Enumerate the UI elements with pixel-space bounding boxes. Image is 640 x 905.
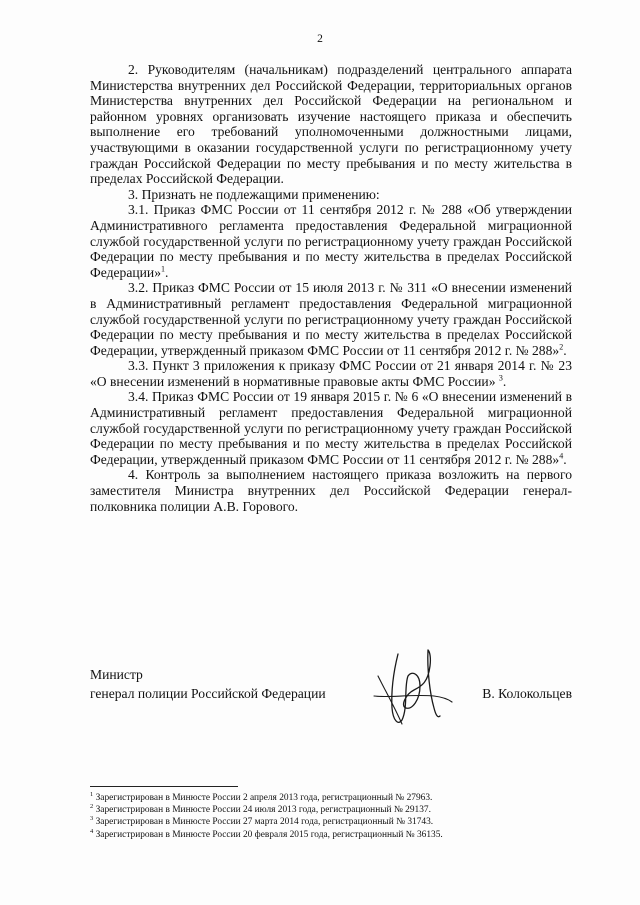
footnote-3: $^3$ Зарегистрирован в Минюсте России 27 марта 2014 года, регистрационный № 31743. [90,815,434,828]
signature-block [90,666,572,736]
footnote-2: $^2$ Зарегистрирован в Минюсте России 24 июля 2013 года, регистрационный № 29137. [90,803,431,816]
footnote-1: $^1$ Зарегистрирован в Минюсте России 2 апреля 2013 года, регистрационный № 27963. [90,790,433,803]
footnote-ref-1: 1 [161,264,165,274]
footnote-ref-3: 3 [498,373,503,383]
paragraph-4: 4. Контроль за выполнением настоящего приказа возложить на первого заместителя Министра внутренних дел Российской Федерации генерал-полковника полиции А.В. Горового. [90,467,572,514]
signatory-position: Министр [90,667,143,682]
footnote-4: $^4$ Зарегистрирован в Минюсте России 20 февраля 2015 года, регистрационный № 36135. [90,827,443,840]
footnote-divider [90,786,238,787]
footnote-ref-4: 4 [559,451,564,461]
paragraph-2: 2. Руководителям (начальникам) подразделений центрального аппарата Министерства внутренних дел Российской Федерации, территориальных органов Министерства внутренних дел Российской Федерации на региональном и районном уровнях организовать изучение настоящего приказа и обеспечить выполнение его требований уполномоченными должностными лицами, участвующими в оказании государственной услуги по регистрационному учету граждан Российской Федерации по месту пребывания и по месту жительства в пределах Российской Федерации. [90,62,572,187]
paragraph-3-4: 3.4. Приказ ФМС России от 19 января 2015 г. № 6 «О внесении изменений в Административный регламент предоставления Федеральной миграционной службой государственной услуги по регистрационному учету граждан Российской Федерации по месту пребывания и по месту жительства в пределах Российской Федерации, утвержденный приказом ФМС России от 11 сентября 2012 г. № 288»$^4$. [90,389,572,467]
document-body [90,62,572,514]
footnote-ref-2: 2 [559,342,564,352]
page-number: 2 [317,33,323,45]
signatory-name: В. Колокольцев [482,686,572,701]
handwritten-signature [364,646,456,734]
signatory-rank: генерал полиции Российской Федерации [90,686,326,701]
paragraph-3-3: 3.3. Пункт 3 приложения к приказу ФМС России от 21 января 2014 г. № 23 «О внесении изменений в нормативные правовые акты ФМС России» $^3$. [90,358,572,389]
paragraph-3: 3. Признать не подлежащими применению: [128,186,380,202]
footnotes [90,792,560,841]
paragraph-3-1: 3.1. Приказ ФМС России от 11 сентября 2012 г. № 288 «Об утверждении Административного регламента предоставления Федеральной миграционной службой государственной услуги по регистрационному учету граждан Российской Федерации по месту пребывания и по месту жительства в пределах Российской Федерации»$^1$. [90,202,572,280]
paragraph-3-2: 3.2. Приказ ФМС России от 15 июля 2013 г. № 311 «О внесении изменений в Административный регламент предоставления Федеральной миграционной службой государственной услуги по регистрационному учету граждан Российской Федерации по месту пребывания и по месту жительства в пределах Российской Федерации, утвержденный приказом ФМС России от 11 сентября 2012 г. № 288»$^2$. [90,280,572,358]
